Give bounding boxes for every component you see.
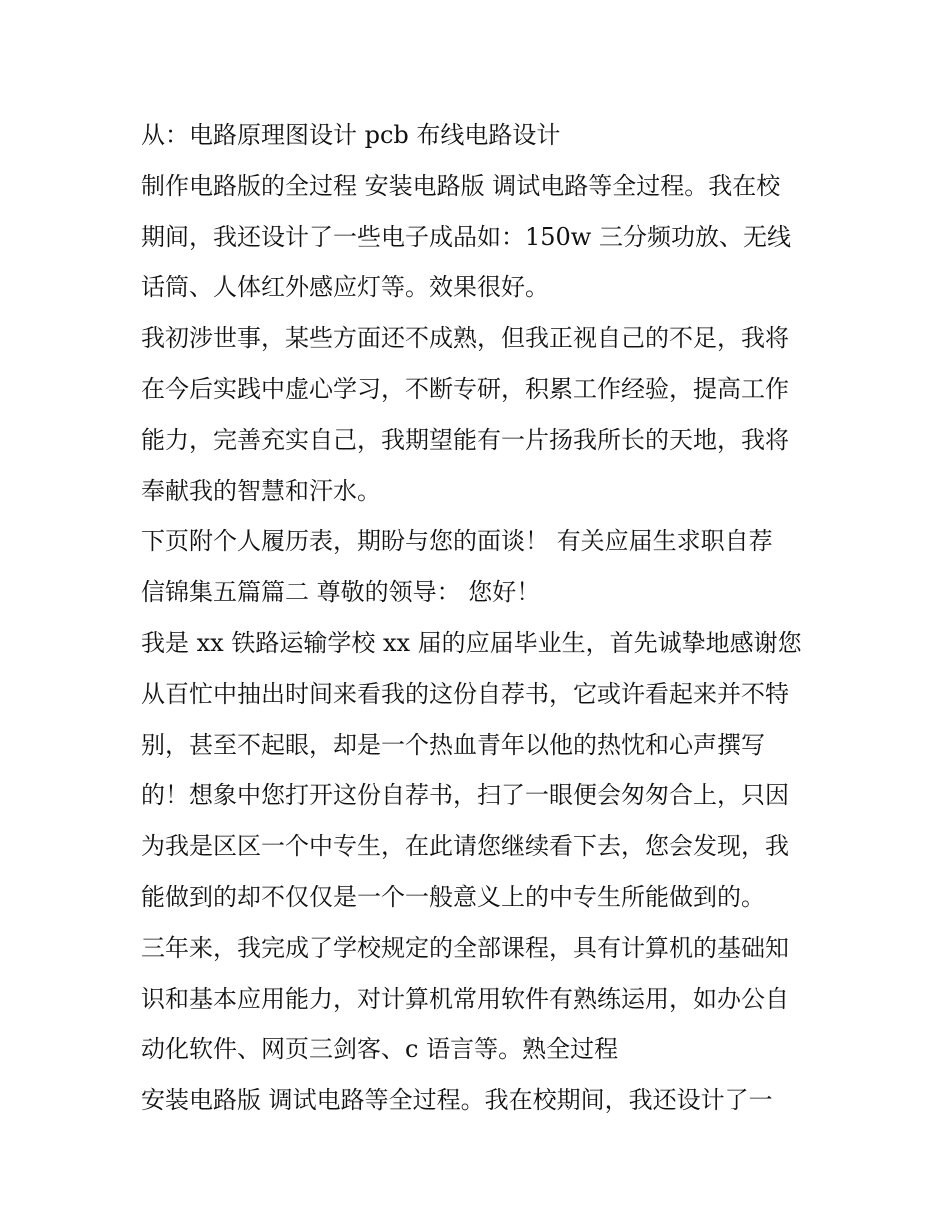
text-line: 从百忙中抽出时间来看我的这份自荐书，它或许看起来并不特 — [141, 679, 789, 708]
text-line: 别，甚至不起眼，却是一个热血青年以他的热忱和心声撰写 — [141, 730, 765, 759]
text-line: 我是 xx 铁路运输学校 xx 届的应届毕业生，首先诚挚地感谢您 — [141, 628, 802, 657]
document-body — [141, 110, 821, 1126]
text-line: 奉献我的智慧和汗水。 — [141, 476, 381, 505]
text-line: 我初涉世事，某些方面还不成熟，但我正视自己的不足，我将 — [141, 324, 789, 353]
text-line: 识和基本应用能力，对计算机常用软件有熟练运用，如办公自 — [141, 984, 789, 1013]
text-line: 期间，我还设计了一些电子成品如：150w 三分频功放、无线 — [141, 222, 791, 251]
text-line: 信锦集五篇篇二 尊敬的领导： 您好！ — [141, 578, 541, 607]
text-line: 从：电路原理图设计 pcb 布线电路设计 — [141, 121, 561, 149]
text-line: 为我是区区一个中专生，在此请您继续看下去，您会发现，我 — [141, 832, 789, 861]
text-line: 在今后实践中虚心学习，不断专研，积累工作经验，提高工作 — [141, 374, 789, 403]
text-line: 制作电路版的全过程 安装电路版 调试电路等全过程。我在校 — [141, 171, 781, 200]
text-line: 能做到的却不仅仅是一个一般意义上的中专生所能做到的。 — [141, 882, 765, 911]
text-line: 的！想象中您打开这份自荐书，扫了一眼便会匆匆合上，只因 — [141, 781, 789, 810]
text-line: 三年来，我完成了学校规定的全部课程，具有计算机的基础知 — [141, 933, 789, 962]
text-line: 下页附个人履历表，期盼与您的面谈！ 有关应届生求职自荐 — [141, 527, 773, 556]
text-line: 安装电路版 调试电路等全过程。我在校期间，我还设计了一 — [141, 1086, 773, 1115]
text-line: 话筒、人体红外感应灯等。效果很好。 — [141, 273, 549, 302]
text-line: 能力，完善充实自己，我期望能有一片扬我所长的天地，我将 — [141, 425, 789, 454]
text-line: 动化软件、网页三剑客、c 语言等。熟全过程 — [141, 1035, 619, 1064]
